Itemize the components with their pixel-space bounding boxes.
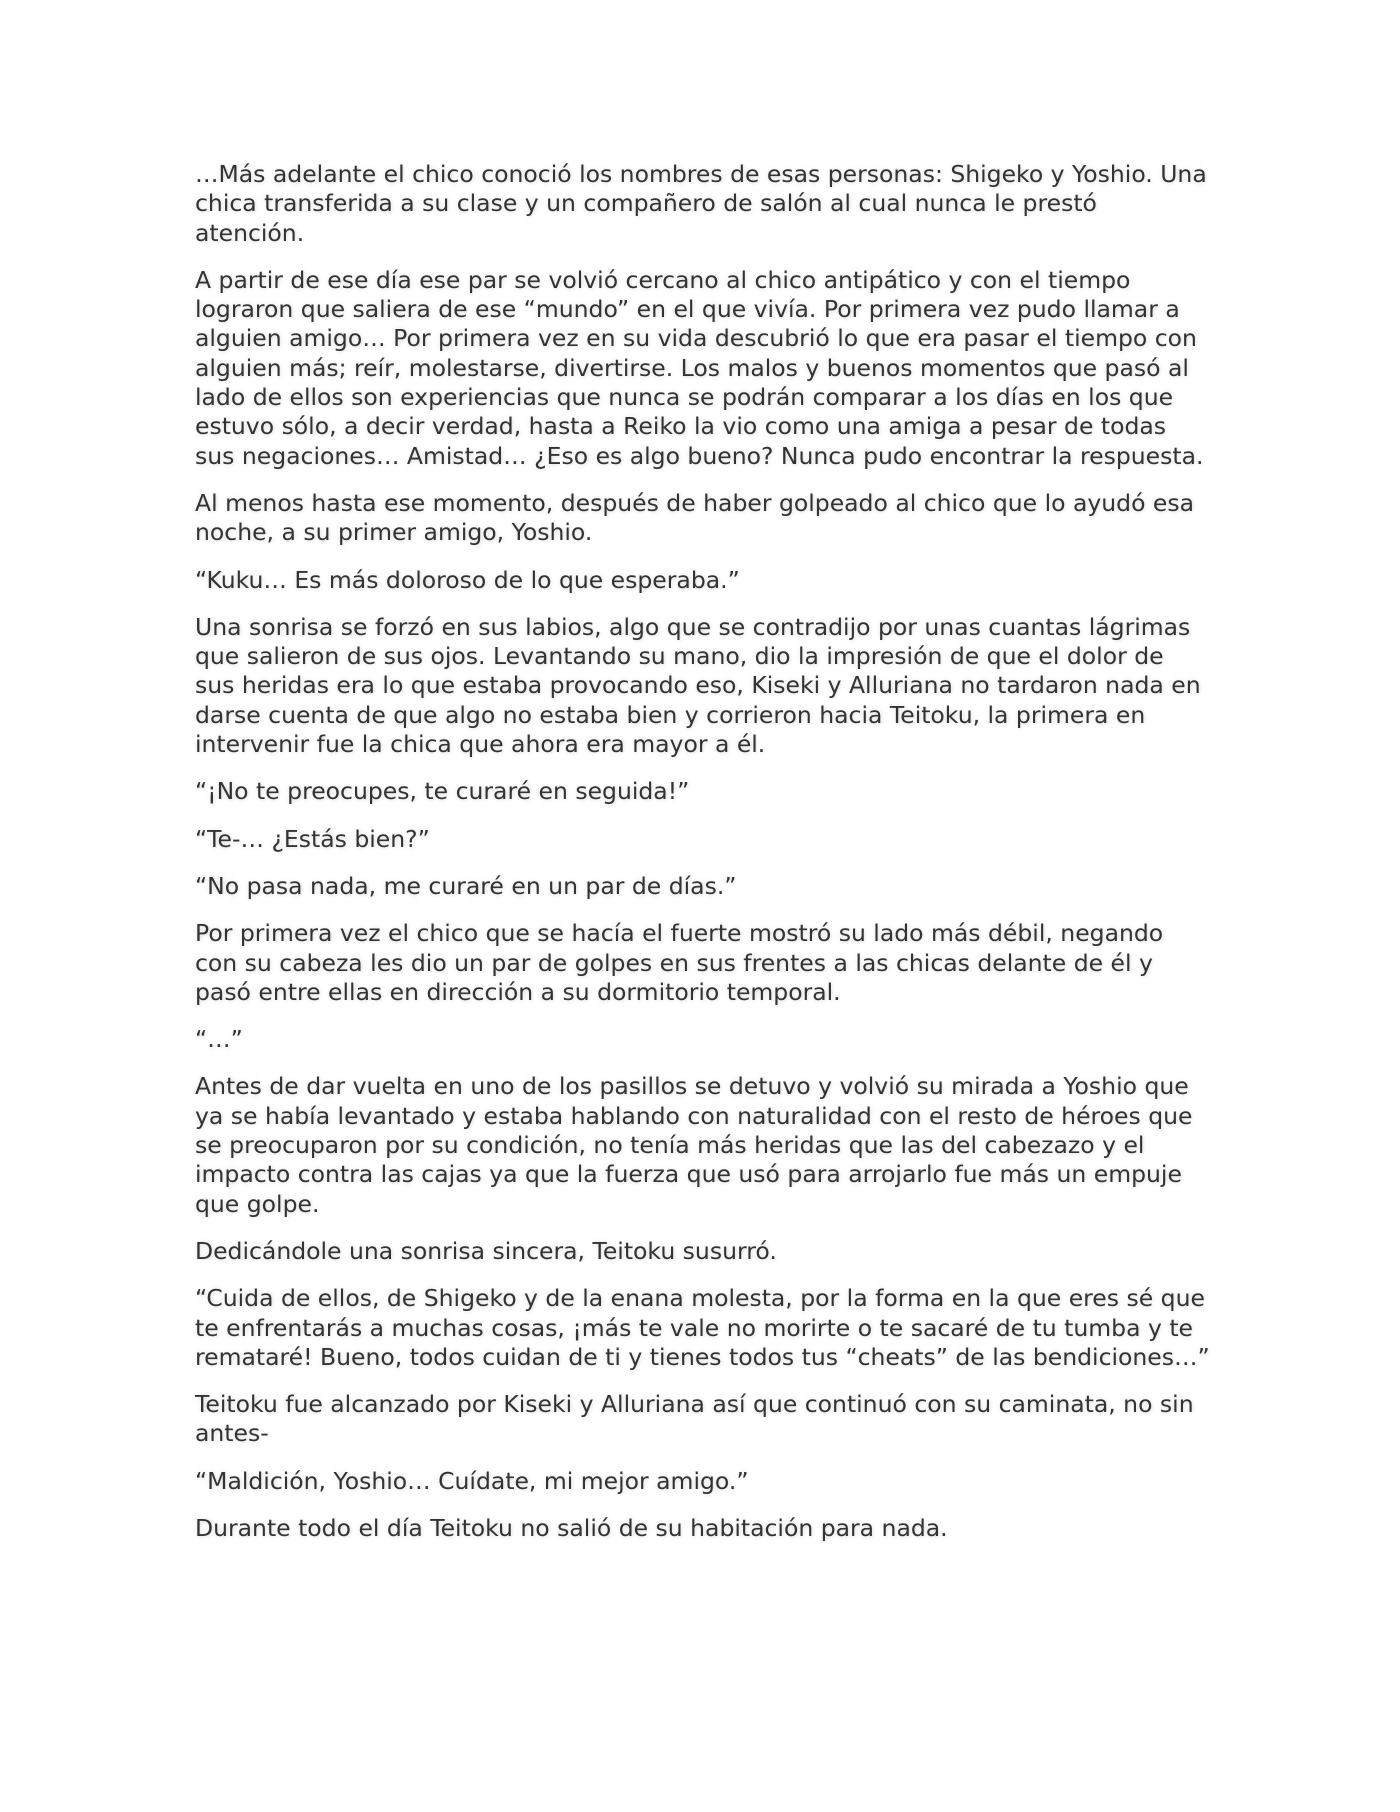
paragraph: Una sonrisa se forzó en sus labios, algo que se contradijo por unas cuantas lágrimas que salieron de sus ojos. Levantando su mano, dio la impresión de que el dolor de sus heridas era lo que estaba provocando eso, Kiseki y Alluriana no tardaron nada en darse cuenta de que algo no estaba bien y corrieron hacia Teitoku, la primera en intervenir fue la chica que ahora era mayor a él. — [195, 612, 1201, 759]
paragraph: Dedicándole una sonrisa sincera, Teitoku susurró. — [195, 1236, 777, 1265]
paragraph: Al menos hasta ese momento, después de haber golpeado al chico que lo ayudó esa noche, a su primer amigo, Yoshio. — [195, 488, 1195, 547]
paragraph: A partir de ese día ese par se volvió cercano al chico antipático y con el tiempo lograron que saliera de ese “mundo” en el que vivía. Por primera vez pudo llamar a alguien amigo… Por primera vez en su vida descubrió lo que era pasar el tiempo con alguien más; reír, molestarse, divertirse. Los malos y buenos momentos que pasó al lado de ellos son experiencias que nunca se podrán comparar a los días en los que estuvo sólo, a decir verdad, hasta a Reiko la vio como una amiga a pesar de todas sus negaciones… Amistad… ¿Eso es algo bueno? Nunca pudo encontrar la respuesta. — [195, 265, 1204, 470]
paragraph: “Maldición, Yoshio… Cuídate, mi mejor amigo.” — [195, 1466, 749, 1495]
paragraph: Teitoku fue alcanzado por Kiseki y Alluriana así que continuó con su caminata, no sin antes- — [195, 1390, 1194, 1448]
paragraph: “Cuida de ellos, de Shigeko y de la enana molesta, por la forma en la que eres sé que te enfrentarás a muchas cosas, ¡más te vale no morirte o te sacaré de tu tumba y te remataré! Bueno, todos cuidan de ti y tienes todos tus “cheats” de las bendiciones…” — [195, 1284, 1210, 1371]
paragraph: “…” — [195, 1025, 243, 1054]
paragraph: Por primera vez el chico que se hacía el fuerte mostró su lado más débil, negando con su cabeza les dio un par de golpes en sus frentes a las chicas delante de él y pasó entre ellas en dirección a su dormitorio temporal. — [195, 919, 1164, 1006]
paragraph: “Te-… ¿Estás bien?” — [195, 824, 430, 853]
paragraph: Durante todo el día Teitoku no salió de su habitación para nada. — [195, 1513, 948, 1542]
paragraph: “No pasa nada, me curaré en un par de días.” — [195, 871, 737, 900]
paragraph: Antes de dar vuelta en uno de los pasillos se detuvo y volvió su mirada a Yoshio que ya se había levantado y estaba hablando con naturalidad con el resto de héroes que se preocuparon por su condición, no tenía más heridas que las del cabezazo y el impacto contra las cajas ya que la fuerza que usó para arrojarlo fue más un empuje que golpe. — [195, 1072, 1193, 1218]
paragraph: …Más adelante el chico conoció los nombres de esas personas: Shigeko y Yoshio. Una chica transferida a su clase y un compañero de salón al cual nunca le prestó atención. — [195, 160, 1207, 247]
document-body — [195, 160, 1210, 1561]
paragraph: “Kuku… Es más doloroso de lo que esperaba.” — [195, 565, 740, 594]
paragraph: “¡No te preocupes, te curaré en seguida!” — [195, 777, 690, 806]
